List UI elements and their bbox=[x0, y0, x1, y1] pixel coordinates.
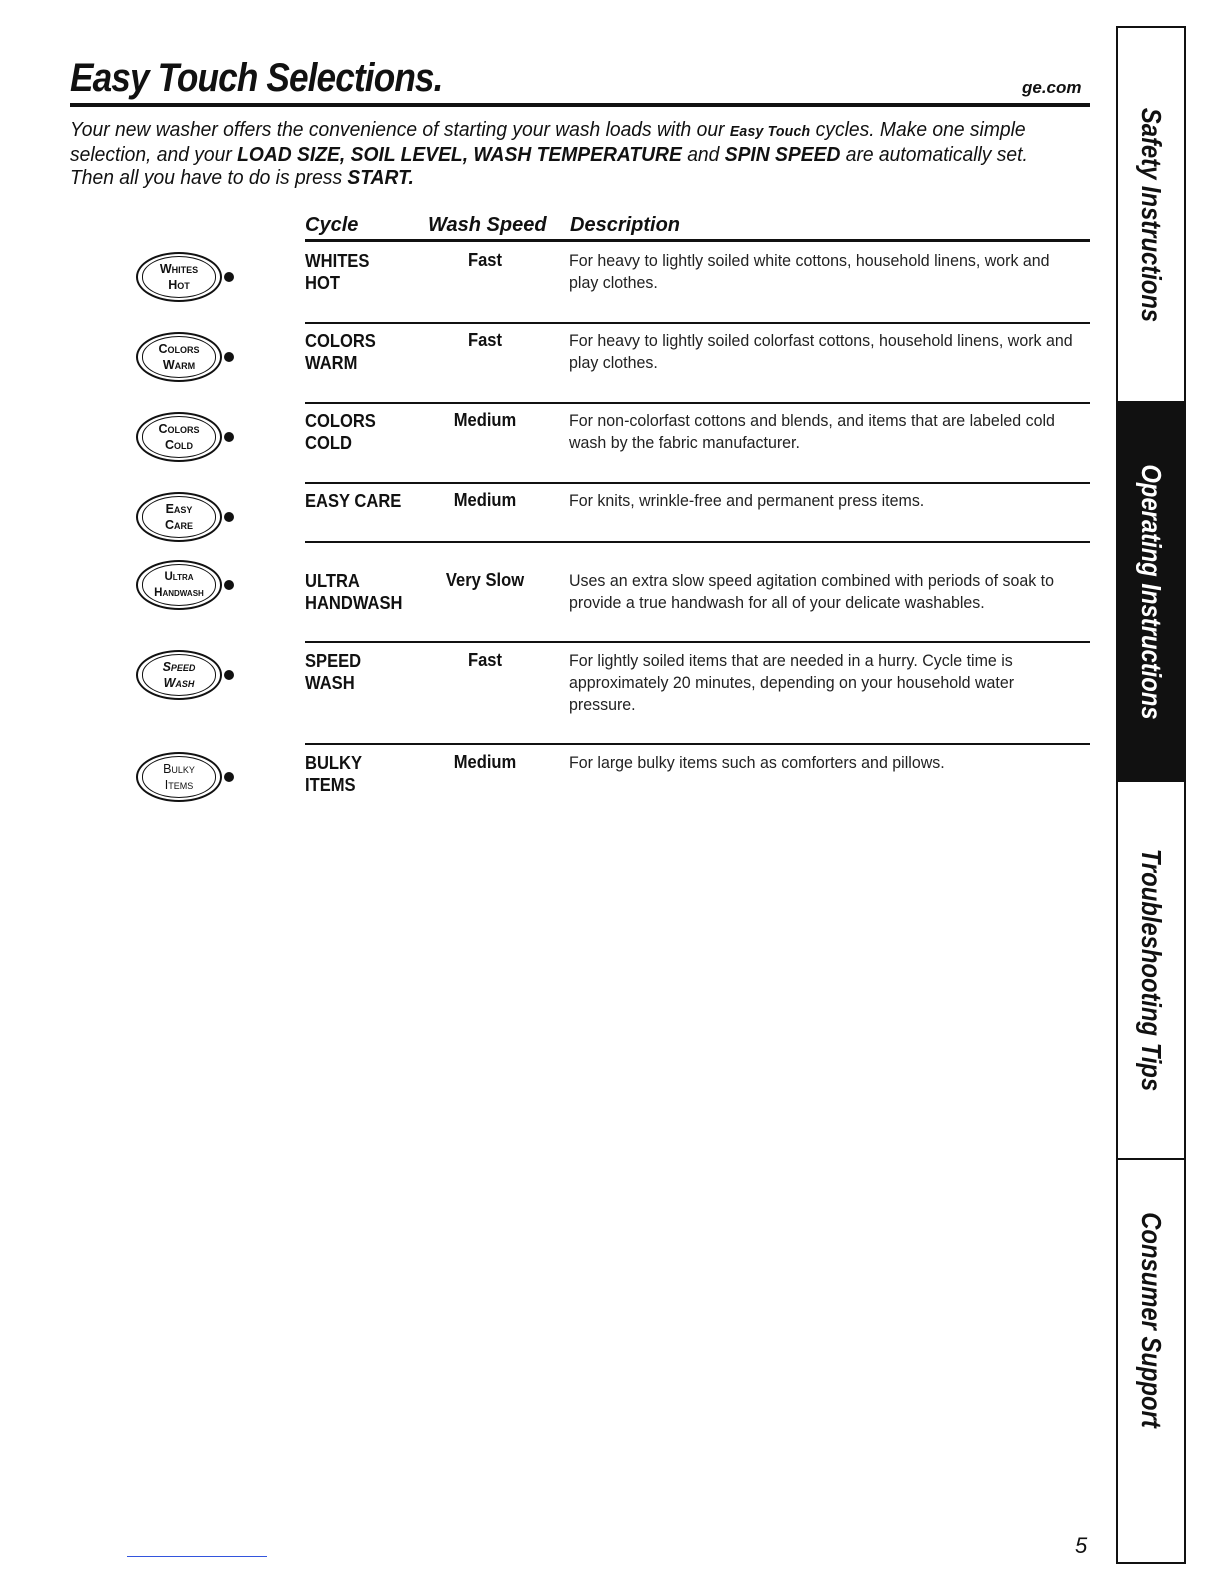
intro-paragraph: Your new washer offers the convenience of starting your wash loads with our Easy Touch cycles. Make one simple selection, and your LOAD SIZE, SOIL LEVEL, WASH TEMPERATURE and SPIN SPEED are automatically set. Then all you have to do is press START. bbox=[70, 118, 1028, 189]
cycle-description: Uses an extra slow speed agitation combined with periods of soak to provide a true handwash for all of your delicate washables. bbox=[569, 571, 1054, 612]
speed-wash-button-icon: Speed Wash bbox=[136, 650, 232, 702]
whites-hot-button-icon: Whites Hot bbox=[136, 252, 232, 304]
row-divider bbox=[305, 482, 1090, 484]
title-rule bbox=[70, 103, 1090, 107]
ultra-handwash-button-icon: Ultra Handwash bbox=[136, 560, 232, 612]
wash-speed: Very Slow bbox=[445, 570, 525, 590]
cycle-name-2: HANDWASH bbox=[305, 593, 403, 613]
footer-line bbox=[127, 1556, 267, 1557]
colors-warm-button-icon: Colors Warm bbox=[136, 332, 232, 384]
tab-safety-instructions[interactable]: Safety Instructions bbox=[1136, 107, 1167, 322]
header-rule bbox=[305, 239, 1090, 242]
tab-troubleshooting-tips[interactable]: Troubleshooting Tips bbox=[1136, 848, 1167, 1092]
easy-care-button-icon: Easy Care bbox=[136, 492, 232, 544]
tab-consumer-support[interactable]: Consumer Support bbox=[1136, 1212, 1167, 1428]
column-header-cycle: Cycle bbox=[305, 214, 359, 236]
site-url: ge.com bbox=[1022, 78, 1082, 97]
wash-speed: Medium bbox=[453, 490, 517, 510]
cycle-description: For lightly soiled items that are needed in a hurry. Cycle time is approximately 20 minutes, depending on your household water pressure. bbox=[569, 651, 1015, 714]
cycle-description: For large bulky items such as comforters and pillows. bbox=[569, 753, 945, 772]
row-divider bbox=[305, 541, 1090, 543]
row-divider bbox=[305, 641, 1090, 643]
cycle-name: SPEED bbox=[305, 651, 362, 671]
cycle-name-2: WASH bbox=[305, 673, 355, 693]
column-header-description: Description bbox=[570, 214, 681, 236]
colors-cold-button-icon: Colors Cold bbox=[136, 412, 232, 464]
row-divider bbox=[305, 743, 1090, 745]
cycle-description: For heavy to lightly soiled white cottons, household linens, work and play clothes. bbox=[569, 251, 1050, 292]
cycle-name: COLORS bbox=[305, 331, 376, 351]
bulky-items-button-icon: Bulky Items bbox=[136, 752, 232, 804]
cycle-name: BULKY bbox=[305, 753, 363, 773]
wash-speed: Fast bbox=[467, 250, 503, 270]
cycle-description: For heavy to lightly soiled colorfast cottons, household linens, work and play clothes. bbox=[569, 331, 1073, 372]
cycle-name-2: HOT bbox=[305, 273, 340, 293]
cycle-name: WHITES bbox=[305, 251, 370, 271]
cycle-name-2: COLD bbox=[305, 433, 352, 453]
tab-operating-instructions[interactable]: Operating Instructions bbox=[1118, 403, 1184, 780]
wash-speed: Medium bbox=[453, 410, 517, 430]
cycle-name: COLORS bbox=[305, 411, 376, 431]
cycle-name-2: WARM bbox=[305, 353, 358, 373]
cycle-description: For non-colorfast cottons and blends, and items that are labeled cold wash by the fabric manufacturer. bbox=[569, 411, 1055, 452]
wash-speed: Medium bbox=[453, 752, 517, 772]
cycle-name-2: ITEMS bbox=[305, 775, 356, 795]
cycle-name: EASY CARE bbox=[305, 491, 402, 511]
wash-speed: Fast bbox=[467, 650, 503, 670]
page-title: Easy Touch Selections. bbox=[70, 56, 443, 100]
wash-speed: Fast bbox=[467, 330, 503, 350]
cycle-description: For knits, wrinkle-free and permanent press items. bbox=[569, 491, 925, 510]
page-number: 5 bbox=[1075, 1533, 1088, 1558]
row-divider bbox=[305, 322, 1090, 324]
row-divider bbox=[305, 402, 1090, 404]
column-header-wash-speed: Wash Speed bbox=[428, 214, 547, 236]
cycle-name: ULTRA bbox=[305, 571, 360, 591]
